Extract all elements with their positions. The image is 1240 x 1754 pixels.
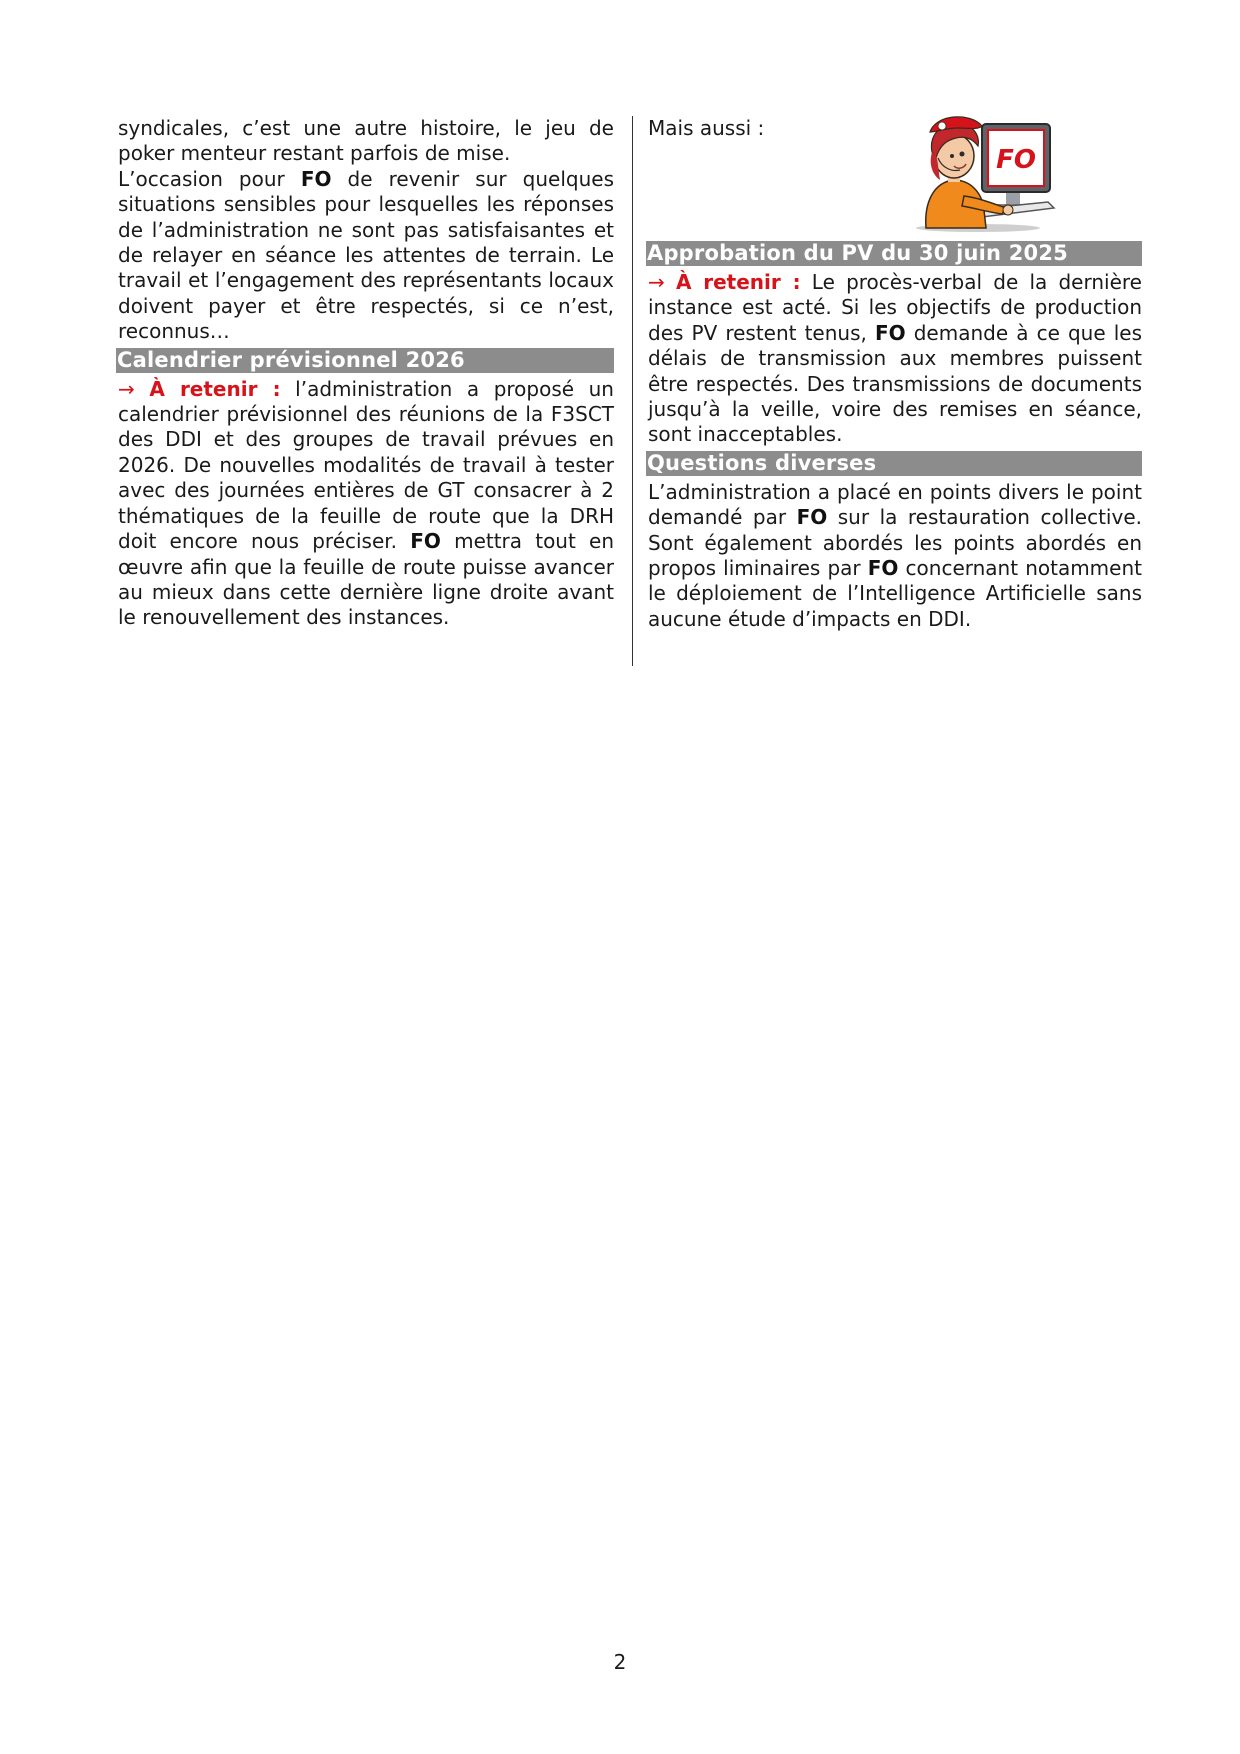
monitor-fo-text: FO xyxy=(996,145,1036,175)
page-number: 2 xyxy=(613,1650,627,1674)
fo-mascot-icon xyxy=(898,110,1058,234)
fo-bold: FO xyxy=(410,529,441,554)
section-heading-calendrier: Calendrier prévisionnel 2026 xyxy=(116,348,614,373)
left-column xyxy=(118,116,614,631)
mais-aussi-label: Mais aussi : xyxy=(648,116,765,140)
right-column xyxy=(648,116,1142,632)
occasion-paragraph: L’occasion pour FO de revenir sur quelques situations sensibles pour lesquelles les réponses de l’administration ne sont pas satisfaisantes et de relayer en séance les attentes de terrain. Le travail et l’engagement des représentants locaux doivent payer et être respectés, si ce n’est, reconnus… xyxy=(118,166,615,344)
fo-bold: FO xyxy=(300,166,332,191)
section-heading-questions: Questions diverses xyxy=(646,451,1142,476)
arrow-icon: → xyxy=(648,270,676,294)
continuation-paragraph: syndicales, c’est une autre histoire, le jeu de poker menteur restant parfois de mise. xyxy=(118,116,614,166)
column-divider xyxy=(632,116,633,666)
calendrier-paragraph: → À retenir : l’administration a proposé un calendrier prévisionnel des réunions de la F3SCT des DDI et des groupes de travail prévues en 2026. De nouvelles modalités de travail à tester avec des journées entières de GT consacrer à 2 thématiques de la feuille de route que la DRH doit encore nous préciser. FO mettra tout en œuvre afin que la feuille de route puisse avancer au mieux dans cette dernière ligne droite avant le renouvellement des instances. xyxy=(118,376,614,630)
retenir-label: À retenir : xyxy=(149,376,281,401)
retenir-label: À retenir : xyxy=(675,270,801,294)
fo-bold: FO xyxy=(874,320,906,345)
section-heading-approbation: Approbation du PV du 30 juin 2025 xyxy=(646,241,1142,266)
questions-paragraph: L’administration a placé en points divers le point demandé par FO sur la restauration collective. Sont également abordés les points abordés en propos liminaires par FO concernant notamment le déploiement de l’Intelligence Artificielle sans aucune étude d’impacts en DDI. xyxy=(648,479,1142,631)
arrow-icon: → xyxy=(118,376,150,401)
intro-row xyxy=(648,116,1142,238)
fo-bold: FO xyxy=(796,505,828,530)
fo-bold: FO xyxy=(867,556,899,581)
approbation-paragraph: → À retenir : Le procès-verbal de la dernière instance est acté. Si les objectifs de production des PV restent tenus, FO demande à ce que les délais de transmission aux membres puissent être respectés. Des transmissions de documents jusqu’à la veille, voire des remises en séance, sont inacceptables. xyxy=(648,270,1143,447)
